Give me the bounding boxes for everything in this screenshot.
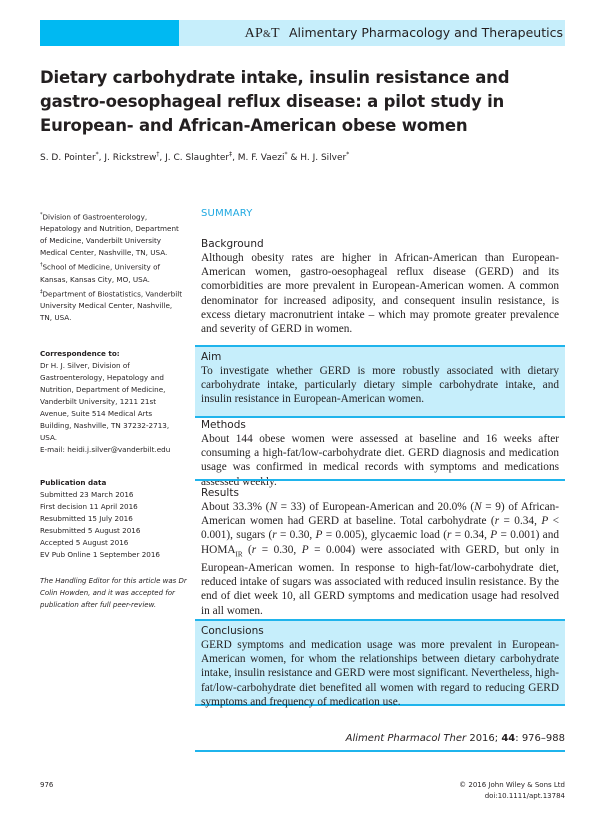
- section-results: [195, 479, 565, 618]
- affiliations: [40, 209, 185, 324]
- author: J. C. Slaughter‡,: [165, 151, 238, 163]
- copyright-text: © 2016 John Wiley & Sons Ltd: [459, 781, 565, 789]
- correspondence-address: Dr H. J. Silver, Division of Gastroenterology, Hepatology and Nutrition, Department of Medicine, Vanderbilt University, 1211 21st Avenue, Suite 514 Medical Arts Building, Nashville, TN 37232-2713, USA.: [40, 361, 170, 442]
- correspondence-heading: Correspondence to:: [40, 349, 120, 358]
- citation-journal: Aliment Pharmacol Ther: [345, 733, 467, 744]
- section-heading: Methods: [201, 419, 246, 431]
- correspondence-email[interactable]: E-mail: heidi.j.silver@vanderbilt.edu: [40, 445, 171, 454]
- publication-date: Resubmitted 15 July 2016: [40, 514, 133, 523]
- header-accent-block: [40, 20, 179, 46]
- affiliation: ‡Department of Biostatistics, Vanderbilt University Medical Center, Nashville, TN, USA.: [40, 288, 183, 323]
- author: H. J. Silver*: [300, 151, 350, 163]
- correspondence: [40, 348, 185, 456]
- author: M. F. Vaezi* &: [237, 151, 301, 163]
- citation-pages: : 976–988: [515, 733, 565, 744]
- publication-date: EV Pub Online 1 September 2016: [40, 550, 160, 559]
- section-heading: Conclusions: [201, 625, 264, 637]
- publication-date: Accepted 5 August 2016: [40, 538, 129, 547]
- publication-date: Resubmitted 5 August 2016: [40, 526, 141, 535]
- citation: [346, 733, 565, 744]
- publication-data-heading: Publication data: [40, 478, 107, 487]
- section-text: About 33.3% (N = 33) of European-American and 20.0% (N = 9) of African-American women had GERD at baseline. Total carbohydrate (r = 0.34, P < 0.001), sugars (r = 0.30, P = 0.005), glycaemic load (r = 0.34, P = 0.001) and $HOMA_{IR}$ (r = 0.30, P = 0.004) were associated with GERD, but only in European-American women. In response to high-fat/low-carbohydrate diet, reduced intake of sugars was associated with reduced insulin resistance. By the end of diet week 10, all GERD symptoms and medication usage had resolved in all women.: [201, 501, 560, 617]
- section-background: [195, 237, 565, 336]
- section-text: To investigate whether GERD is more robustly associated with dietary carbohydrate intake, particularly dietary simple carbohydrate intake, and insulin resistance in European-American women.: [201, 365, 559, 406]
- section-heading: Aim: [201, 351, 222, 363]
- logo-left: AP: [244, 26, 263, 41]
- author-list: [40, 151, 349, 163]
- section-text: GERD symptoms and medication usage was more prevalent in European-American women, for whom the relationships between dietary carbohydrate intake, insulin resistance and GERD were most significant. Nevertheless, high-fat/low-carbohydrate diet benefited all women with regard to reducing GERD symptoms and frequency of medication use.: [201, 639, 559, 708]
- doi-link[interactable]: doi:10.1111/apt.13784: [484, 792, 565, 800]
- section-text: About 144 obese women were assessed at baseline and 16 weeks after consuming a high-fat/low-carbohydrate diet. GERD diagnosis and medication usage was confirmed in medical records with symptoms and medications assessed weekly.: [201, 433, 559, 488]
- publication-date: First decision 11 April 2016: [40, 502, 138, 511]
- article-title: Dietary carbohydrate intake, insulin resistance and gastro-oesophageal reflux disease: a pilot study in European- and African-American obese women: [40, 68, 510, 135]
- journal-name: Alimentary Pharmacology and Therapeutics: [288, 25, 563, 40]
- logo-amp: &: [262, 29, 271, 40]
- section-heading: Results: [201, 487, 239, 499]
- author: J. Rickstrew†,: [104, 151, 166, 163]
- journal-logo: [245, 26, 280, 41]
- section-heading: Background: [201, 238, 264, 250]
- journal-header: [245, 20, 563, 46]
- section-conclusions: [195, 619, 565, 706]
- publication-date: Submitted 23 March 2016: [40, 490, 134, 499]
- summary-label: SUMMARY: [201, 208, 253, 219]
- handling-editor-note: The Handling Editor for this article was Dr Colin Howden, and it was accepted for publication after full peer-review.: [40, 577, 187, 609]
- section-aim: [195, 345, 565, 418]
- citation-year: 2016;: [466, 733, 502, 744]
- logo-right: T: [270, 26, 280, 41]
- affiliation: *Division of Gastroenterology, Hepatology and Nutrition, Department of Medicine, Vanderbilt University Medical Center, Nashville, TN, USA.: [40, 212, 179, 258]
- section-text: Although obesity rates are higher in African-American than European-American women, gastro-oesophageal reflux disease (GERD) and its comorbidities are more prevalent in European-American women. A common denominator for increased adiposity, and consequent insulin resistance, is excess dietary macronutrient intake – which may promote greater prevalence and severity of GERD in women.: [201, 252, 559, 336]
- author: S. D. Pointer*,: [40, 151, 105, 163]
- page-number: 976: [40, 781, 54, 789]
- citation-rule: [195, 750, 565, 752]
- footer-copyright: [459, 780, 565, 802]
- publication-data: [40, 477, 185, 561]
- citation-volume: 44: [501, 733, 516, 744]
- affiliation: †School of Medicine, University of Kansas, Kansas City, MO, USA.: [40, 262, 161, 284]
